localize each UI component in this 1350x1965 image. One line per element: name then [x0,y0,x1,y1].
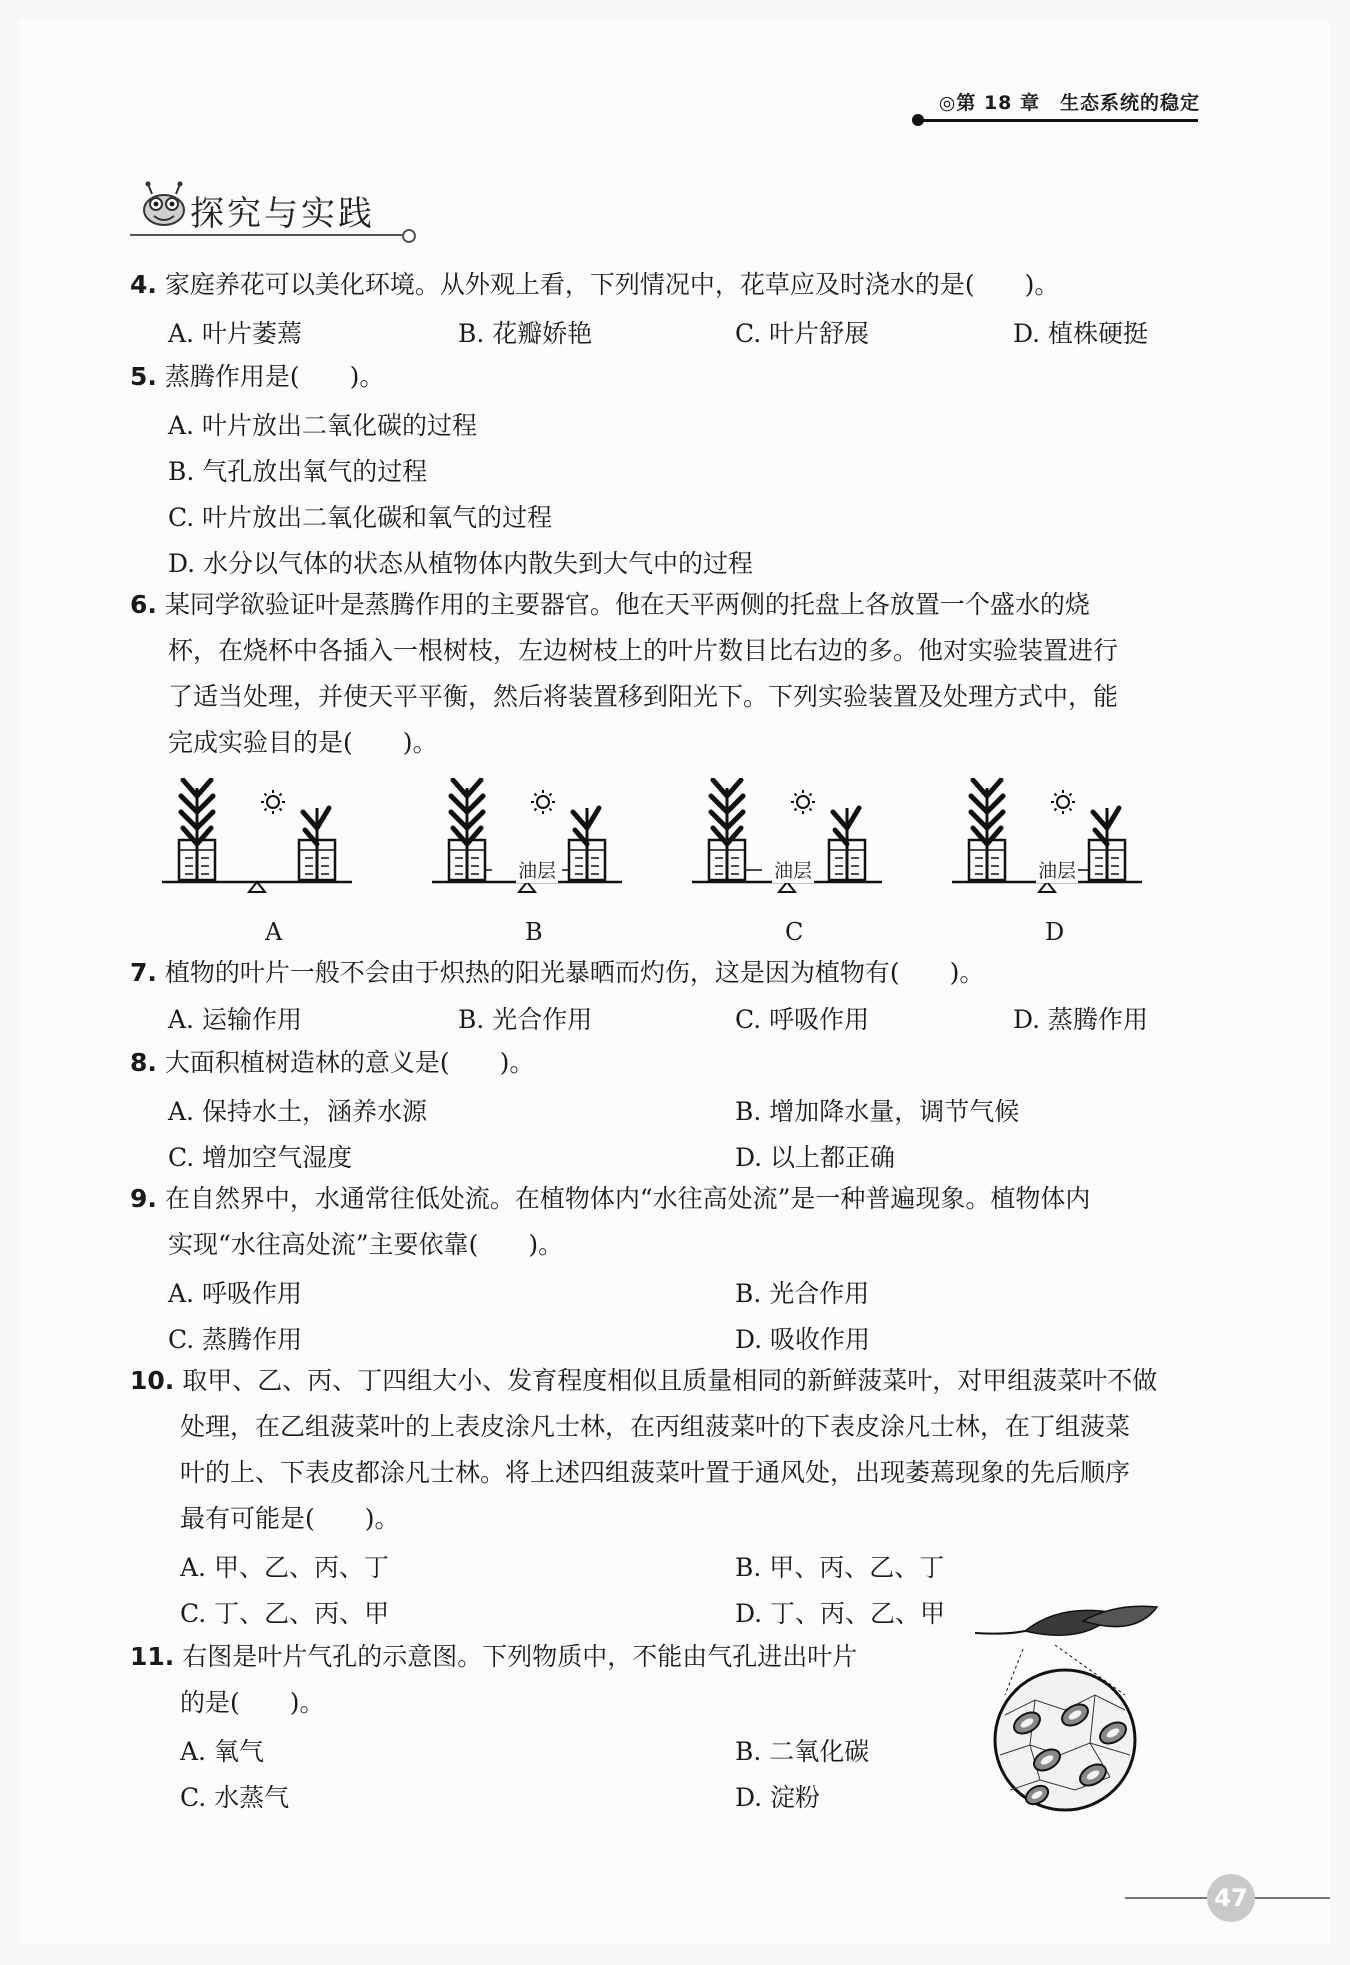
figure-label-b: B [525,918,543,946]
figure-label-a: A [265,918,283,946]
option-c: C. 叶片舒展 [735,319,870,348]
option-d: D. 以上都正确 [735,1143,896,1172]
question-9-line-1 [130,1176,1090,1222]
question-11-line-2: 的是( )。 [180,1688,325,1717]
option-b: B. 光合作用 [458,1005,593,1034]
question-number: 9. [130,1184,157,1213]
question-number: 11. [130,1642,175,1671]
question-number: 10. [130,1366,175,1395]
question-6-line-3: 了适当处理，并使天平平衡，然后将装置移到阳光下。下列实验装置及处理方式中，能 [168,682,1119,711]
question-number: 7. [130,958,157,987]
option-c: C. 呼吸作用 [735,1005,870,1034]
question-10-line-3: 叶的上、下表皮都涂凡士林。将上述四组菠菜叶置于通风处，出现萎蔫现象的先后顺序 [180,1458,1131,1487]
option-c: C. 增加空气湿度 [168,1143,353,1172]
chapter-header: ◎第 18 章 生态系统的稳定 [938,92,1200,114]
leaf-stomata-figure [965,1605,1165,1820]
page-number: 47 [1207,1874,1255,1922]
banner-dot [402,229,416,243]
question-text: 大面积植树造林的意义是( )。 [164,1048,535,1077]
option-c: C. 丁、乙、丙、甲 [180,1599,390,1628]
balance-experiment-figure [160,778,1160,908]
question-text: 右图是叶片气孔的示意图。下列物质中，不能由气孔进出叶片 [182,1642,858,1671]
question-6-line-4: 完成实验目的是( )。 [168,728,438,757]
question-text: 在自然界中，水通常往低处流。在植物体内“水往高处流”是一种普遍现象。植物体内 [164,1184,1091,1213]
question-10-line-2: 处理，在乙组菠菜叶的上表皮涂凡士林，在丙组菠菜叶的下表皮涂凡士林，在丁组菠菜 [180,1412,1131,1441]
question-text: 家庭养花可以美化环境。从外观上看，下列情况中，花草应及时浇水的是( )。 [164,270,1060,299]
section-banner [130,180,410,240]
banner-underline [130,234,402,236]
option-b: B. 甲、丙、乙、丁 [735,1553,945,1582]
question-8-stem [130,1040,534,1086]
question-7-stem [130,950,984,996]
oil-layer-label-b: 油层 [516,856,558,883]
option-a: A. 氧气 [180,1737,264,1766]
mascot-icon [138,180,190,232]
option-b: B. 二氧化碳 [735,1737,870,1766]
question-11-line-1 [130,1634,857,1680]
option-d: D. 植株硬挺 [1013,319,1149,348]
option-c: C. 水蒸气 [180,1783,290,1812]
figure-label-d: D [1045,918,1065,946]
option-a: A. 保持水土，涵养水源 [168,1097,427,1126]
question-number: 8. [130,1048,157,1077]
option-b: B. 增加降水量，调节气候 [735,1097,1020,1126]
option-d: D. 蒸腾作用 [1013,1005,1149,1034]
option-d: D. 丁、丙、乙、甲 [735,1599,946,1628]
question-4-stem [130,262,1059,308]
question-text: 某同学欲验证叶是蒸腾作用的主要器官。他在天平两侧的托盘上各放置一个盛水的烧 [164,590,1090,619]
option-a: A. 呼吸作用 [168,1279,302,1308]
option-a: A. 运输作用 [168,1005,302,1034]
question-6-line-2: 杯，在烧杯中各插入一根树枝，左边树枝上的叶片数目比右边的多。他对实验装置进行 [168,636,1119,665]
setup-a [162,780,352,892]
question-6-line-1 [130,582,1090,628]
oil-layer-label-c: 油层 [772,856,814,883]
option-a: A. 叶片放出二氧化碳的过程 [168,411,477,440]
question-text: 取甲、乙、丙、丁四组大小、发育程度相似且质量相同的新鲜菠菜叶，对甲组菠菜叶不做 [182,1366,1158,1395]
question-text: 植物的叶片一般不会由于炽热的阳光暴晒而灼伤，这是因为植物有( )。 [164,958,985,987]
option-b: B. 光合作用 [735,1279,870,1308]
option-c: C. 叶片放出二氧化碳和氧气的过程 [168,503,553,532]
question-5-stem [130,354,384,400]
question-number: 6. [130,590,157,619]
option-a: A. 甲、乙、丙、丁 [180,1553,389,1582]
figure-label-c: C [785,918,804,946]
option-d: D. 水分以气体的状态从植物体内散失到大气中的过程 [168,549,754,578]
header-rule [918,119,1198,122]
option-c: C. 蒸腾作用 [168,1325,303,1354]
question-10-line-4: 最有可能是( )。 [180,1504,400,1533]
option-b: B. 气孔放出氧气的过程 [168,457,428,486]
option-d: D. 淀粉 [735,1783,821,1812]
question-number: 4. [130,270,157,299]
option-b: B. 花瓣娇艳 [458,319,593,348]
question-9-line-2: 实现“水往高处流”主要依靠( )。 [168,1230,564,1259]
question-number: 5. [130,362,157,391]
question-10-line-1 [130,1358,1157,1404]
section-title: 探究与实践 [190,194,375,234]
option-d: D. 吸收作用 [735,1325,871,1354]
option-a: A. 叶片萎蔫 [168,319,302,348]
oil-layer-label-d: 油层 [1036,856,1078,883]
question-text: 蒸腾作用是( )。 [164,362,385,391]
